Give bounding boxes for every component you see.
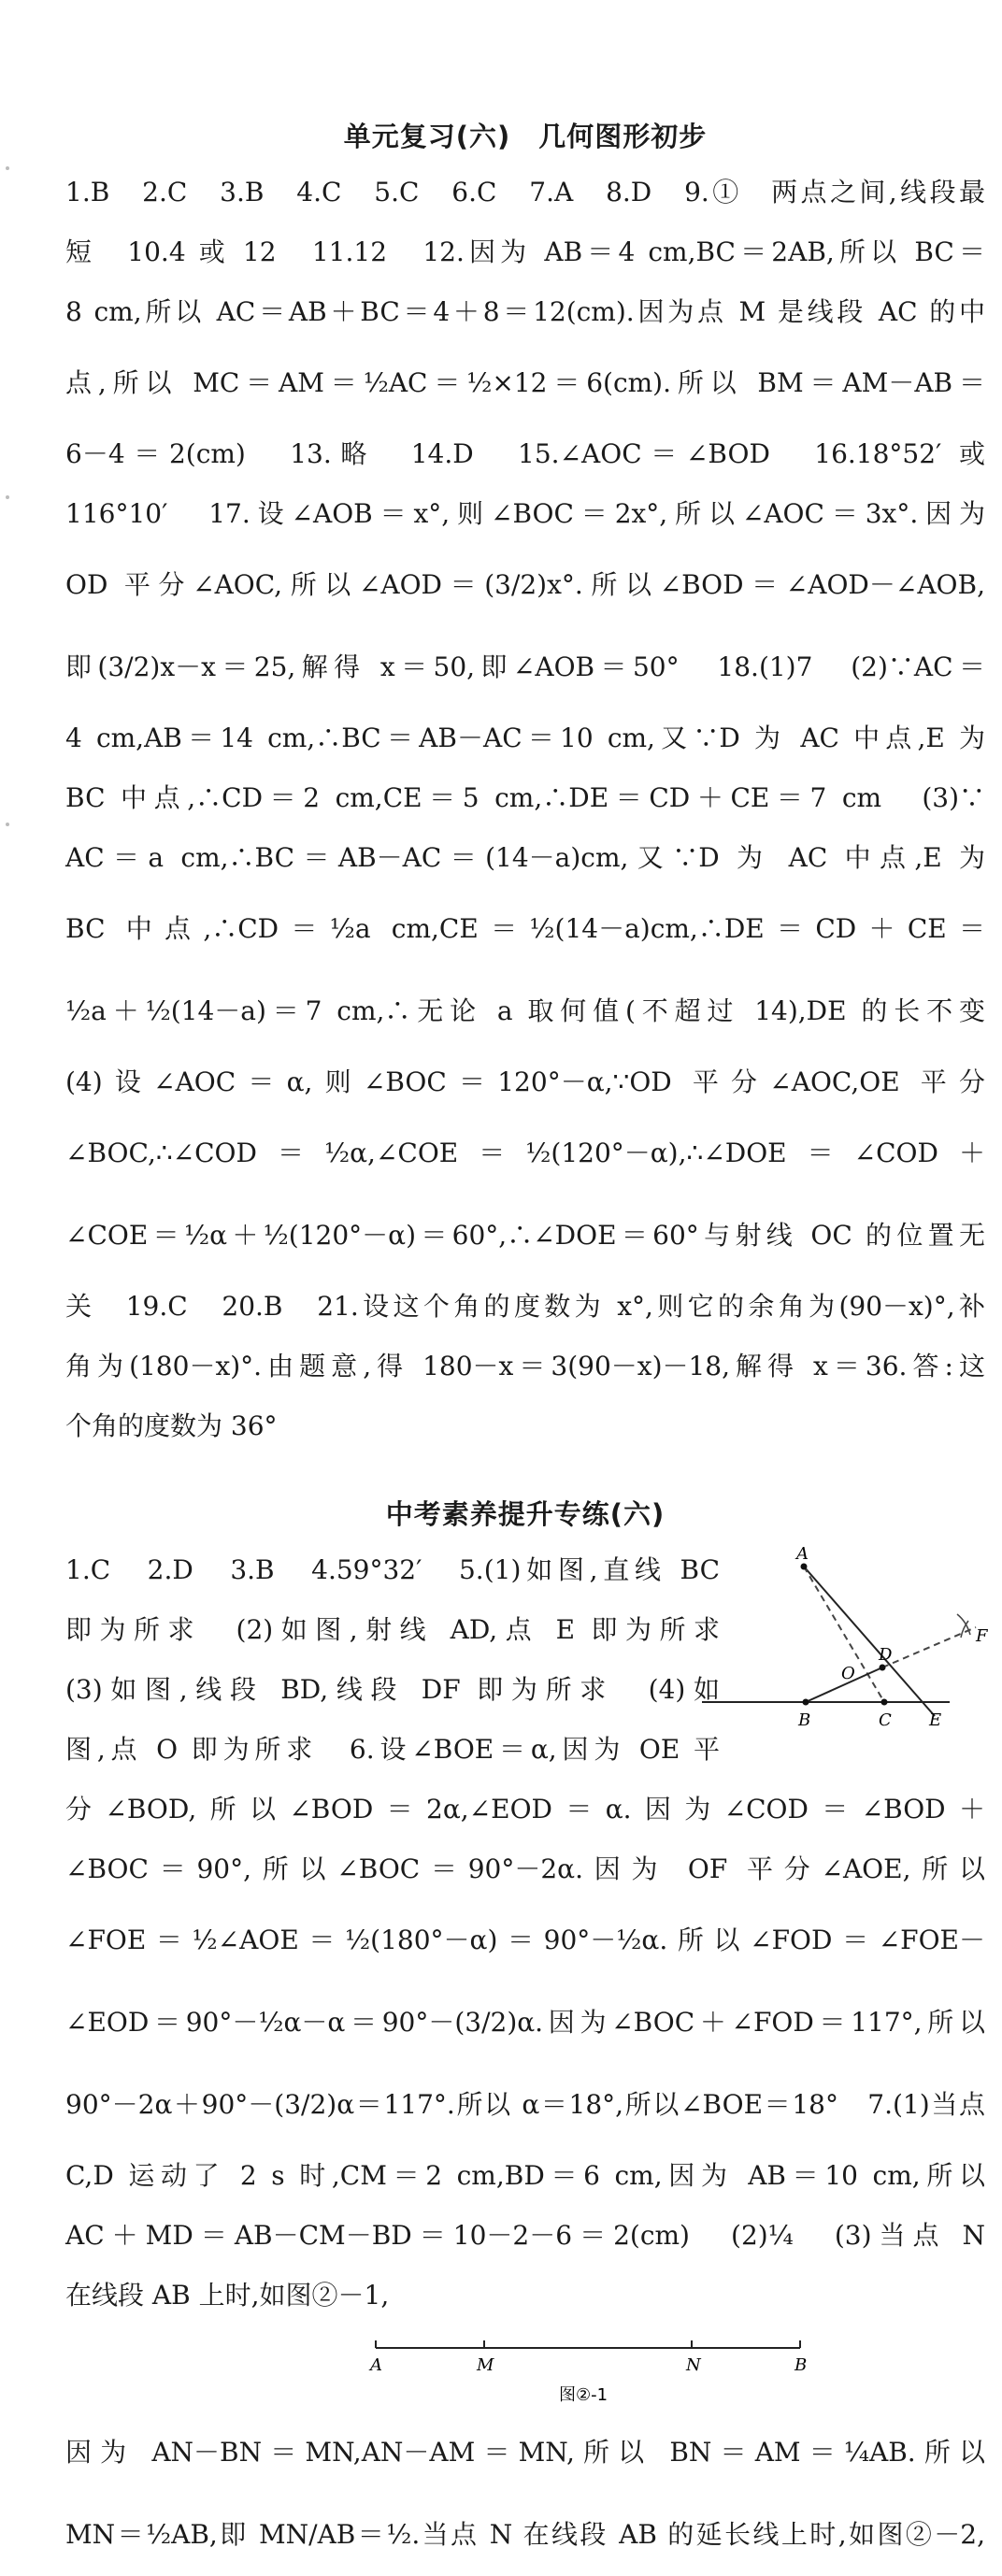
label-d: D: [879, 1645, 893, 1665]
label-m: M: [477, 2355, 494, 2375]
section1-line: 4 cm,AB＝14 cm,∴BC＝AB－AC＝10 cm,又∵D 为 AC 中点,E 为: [65, 723, 985, 753]
margin-dot: [6, 823, 9, 826]
construction-block: [65, 1540, 1000, 1780]
section2-line: C,D 运动了 2 s 时,CM＝2 cm,BD＝6 cm,因为 AB＝10 cm,所以: [65, 2160, 985, 2191]
label-f: F: [976, 1626, 988, 1646]
section1-line: 6－4＝2(cm) 13.略 14.D 15.∠AOC＝∠BOD 16.18°52′ 或: [65, 438, 985, 469]
label-a: A: [796, 1544, 809, 1564]
point-b: [803, 1699, 809, 1706]
section1-line: 8 cm,所以 AC＝AB＋BC＝4＋8＝12(cm).因为点 M 是线段 AC 的中: [65, 296, 985, 327]
section2-line: 90°－2α＋90°－(3/2)α＝117°.所以 α＝18°,所以∠BOE＝18° 7.(1)当点: [65, 2089, 985, 2120]
section1-line: 角为(180－x)°.由题意,得 180－x＝3(90－x)－18,解得 x＝36.答:这: [65, 1351, 985, 1381]
section1-line: (4)设∠AOC＝α,则∠BOC＝120°－α,∵OD 平分∠AOC,OE 平分: [65, 1066, 985, 1097]
margin-dot: [6, 166, 9, 170]
label-b: B: [794, 2355, 808, 2375]
section2-title: 中考素养提升专练(六): [385, 1498, 666, 1530]
section1-line: ∠COE＝½α＋½(120°－α)＝60°,∴∠DOE＝60°与射线 OC 的位置无: [65, 1220, 985, 1251]
label-b: B: [798, 1710, 811, 1730]
section2-line: ∠EOD＝90°－½α－α＝90°－(3/2)α.因为∠BOC＋∠FOD＝117°,所以: [65, 2007, 985, 2038]
section2-line: 图,点 O 即为所求 6.设∠BOE＝α,因为 OE 平: [65, 1734, 720, 1765]
section1-line: 1.B 2.C 3.B 4.C 5.C 6.C 7.A 8.D 9.① 两点之间,线段最: [65, 177, 985, 208]
section2-line: MN＝½AB,即 MN/AB＝½.当点 N 在线段 AB 的延长线上时,如图②－2,: [65, 2519, 985, 2550]
label-c: C: [879, 1710, 892, 1730]
section1-line: AC＝a cm,∴BC＝AB－AC＝(14－a)cm,又∵D 为 AC 中点,E 为: [65, 842, 985, 873]
section2-line: ∠BOC＝90°,所以∠BOC＝90°－2α.因为 OF 平分∠AOE,所以: [65, 1853, 985, 1884]
section1-line: ½a＋½(14－a)＝7 cm,∴无论 a 取何值(不超过 14),DE 的长不变: [65, 995, 985, 1026]
section1-title: 单元复习(六) 几何图形初步: [343, 121, 708, 152]
margin-dot: [6, 495, 9, 499]
section1-line: 点,所以 MC＝AM＝½AC＝½×12＝6(cm).所以 BM＝AM－AB＝: [65, 367, 985, 398]
arc-mark: [957, 1614, 970, 1635]
point-c: [881, 1699, 888, 1706]
section2-line: 分∠BOD,所以∠BOD＝2α,∠EOD＝α.因为∠COD＝∠BOD＋: [65, 1794, 985, 1825]
section1-line: 个角的度数为 36°: [65, 1410, 278, 1441]
section1-line: 116°10′ 17.设∠AOB＝x°,则∠BOC＝2x°,所以∠AOC＝3x°.因为: [65, 498, 985, 529]
figure-caption: 图②-1: [559, 2385, 608, 2405]
point-d: [880, 1665, 886, 1671]
segment-figure: [318, 2326, 808, 2411]
construction-figure: [705, 1540, 1000, 1746]
section2-line: ∠FOE＝½∠AOE＝½(180°－α)＝90°－½α.所以∠FOD＝∠FOE－: [65, 1925, 985, 1955]
section1-line: OD 平分∠AOC,所以∠AOD＝(3/2)x°.所以∠BOD＝∠AOD－∠AOB,: [65, 569, 985, 600]
section2-line: (3)如图,线段 BD,线段 DF 即为所求 (4)如: [65, 1674, 720, 1705]
section1-line: BC 中点,∴CD＝½a cm,CE＝½(14－a)cm,∴DE＝CD＋CE＝: [65, 913, 985, 944]
label-a: A: [370, 2355, 382, 2375]
segment-figure-block: [65, 2326, 1000, 2411]
section1-line: ∠BOC,∴∠COD＝½α,∠COE＝½(120°－α),∴∠DOE＝∠COD＋: [65, 1138, 985, 1168]
section1-line: 短 10.4 或 12 11.12 12.因为 AB＝4 cm,BC＝2AB,所以 BC＝: [65, 236, 985, 267]
label-n: N: [686, 2355, 701, 2375]
section2-line: 在线段 AB 上时,如图②－1,: [65, 2280, 390, 2311]
section2-line: 1.C 2.D 3.B 4.59°32′ 5.(1)如图,直线 BC: [65, 1554, 720, 1585]
section2-line: AC＋MD＝AB－CM－BD＝10－2－6＝2(cm) (2)¼ (3)当点 N: [65, 2220, 985, 2251]
label-e: E: [929, 1710, 942, 1730]
label-o: O: [841, 1664, 855, 1683]
section2-line: 即为所求 (2)如图,射线 AD,点 E 即为所求: [65, 1614, 720, 1645]
section1-line: 关 19.C 20.B 21.设这个角的度数为 x°,则它的余角为(90－x)°,补: [65, 1291, 985, 1322]
section1-line: 即(3/2)x－x＝25,解得 x＝50,即∠AOB＝50° 18.(1)7 (2)∵AC＝: [65, 651, 985, 682]
section1-line: BC 中点,∴CD＝2 cm,CE＝5 cm,∴DE＝CD＋CE＝7 cm (3)∵: [65, 782, 985, 813]
section2-line: 因为 AN－BN＝MN,AN－AM＝MN,所以 BN＝AM＝¼AB.所以: [65, 2437, 985, 2468]
point-a: [801, 1564, 808, 1570]
